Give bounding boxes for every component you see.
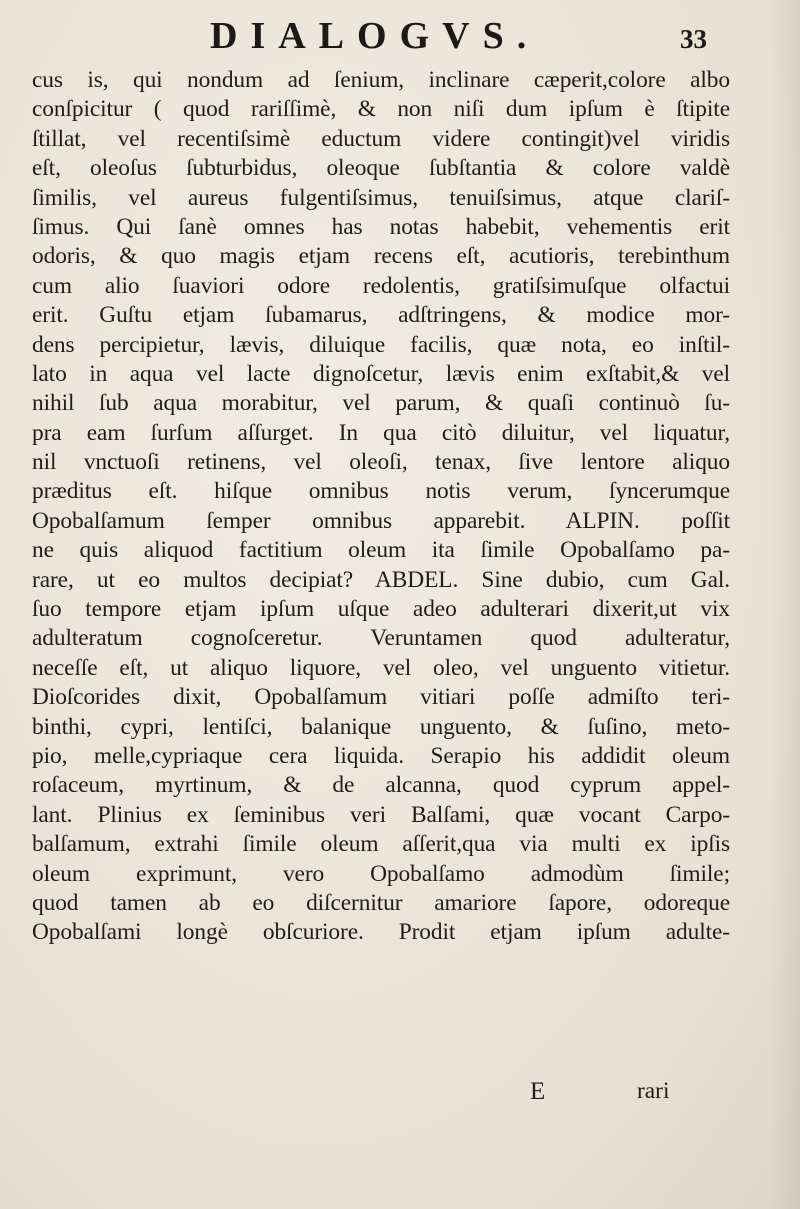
text-line: ſtillat, vel recentiſsimè eductum videre contingit)vel viridis	[32, 125, 730, 152]
text-line: cum alio ſuaviori odore redolentis, gratiſsimuſque olfactui	[32, 272, 730, 299]
text-line: rare, ut eo multos decipiat? ABDEL. Sine dubio, cum Gal.	[32, 566, 730, 593]
text-line: lato in aqua vel lacte dignoſcetur, lævis enim exſtabit,& vel	[32, 360, 730, 387]
page-title: DIALOGVS.	[210, 15, 540, 57]
page-edge-shadow	[770, 0, 800, 1209]
text-line: ſimus. Qui ſanè omnes has notas habebit, vehementis erit	[32, 213, 730, 240]
body-text	[32, 66, 730, 948]
text-line: Opobalſamum ſemper omnibus apparebit. ALPIN. poſſit	[32, 507, 730, 534]
text-line: lant. Plinius ex ſeminibus veri Balſami, quæ vocant Carpo-	[32, 801, 730, 828]
signature-mark: E	[530, 1078, 546, 1105]
text-line: pio, melle,cypriaque cera liquida. Serapio his addidit oleum	[32, 742, 730, 769]
text-line: roſaceum, myrtinum, & de alcanna, quod cyprum appel-	[32, 772, 730, 799]
text-line: oleum exprimunt, vero Opobalſamo admodùm ſimile;	[32, 860, 730, 887]
text-line: conſpicitur ( quod rariſſimè, & non niſi dum ipſum è ſtipite	[32, 96, 730, 123]
text-line: odoris, & quo magis etjam recens eſt, acutioris, terebinthum	[32, 243, 730, 270]
text-line: pra eam ſurſum aſſurget. In qua citò diluitur, vel liquatur,	[32, 419, 730, 446]
text-line: præditus eſt. hiſque omnibus notis verum, ſyncerumque	[32, 478, 730, 505]
page-number: 33	[680, 24, 707, 54]
catchword: rari	[637, 1078, 670, 1104]
text-line: ne quis aliquod factitium oleum ita ſimile Opobalſamo pa-	[32, 537, 730, 564]
text-line: binthi, cypri, lentiſci, balanique unguento, & ſuſino, meto-	[32, 713, 730, 740]
text-line: erit. Guſtu etjam ſubamarus, adſtringens, & modice mor-	[32, 302, 730, 329]
text-line: cus is, qui nondum ad ſenium, inclinare cæperit,colore albo	[32, 67, 730, 93]
text-line: Opobalſami longè obſcuriore. Prodit etjam ipſum adulte-	[32, 919, 730, 946]
text-line: ſuo tempore etjam ipſum uſque adeo adulterari dixerit,ut vix	[32, 596, 730, 623]
text-line: nihil ſub aqua morabitur, vel parum, & quaſi continuò ſu-	[32, 390, 730, 417]
text-line: balſamum, extrahi ſimile oleum aſſerit,qua via multi ex ipſis	[32, 831, 730, 858]
text-line: dens percipietur, lævis, diluique facilis, quæ nota, eo inſtil-	[32, 331, 730, 358]
text-line: adulteratum cognoſceretur. Veruntamen quod adulteratur,	[32, 625, 730, 652]
running-head	[0, 14, 800, 62]
page-footer	[0, 1078, 800, 1110]
text-line: nil vnctuoſi retinens, vel oleoſi, tenax, ſive lentore aliquo	[32, 449, 730, 476]
text-line: quod tamen ab eo diſcernitur amariore ſapore, odoreque	[32, 889, 730, 916]
text-line: Dioſcorides dixit, Opobalſamum vitiari poſſe admiſto teri-	[32, 684, 730, 711]
text-line: neceſſe eſt, ut aliquo liquore, vel oleo, vel unguento vitietur.	[32, 654, 730, 681]
text-line: eſt, oleoſus ſubturbidus, oleoque ſubſtantia & colore valdè	[32, 155, 730, 182]
text-line: ſimilis, vel aureus fulgentiſsimus, tenuiſsimus, atque clariſ-	[32, 184, 730, 211]
